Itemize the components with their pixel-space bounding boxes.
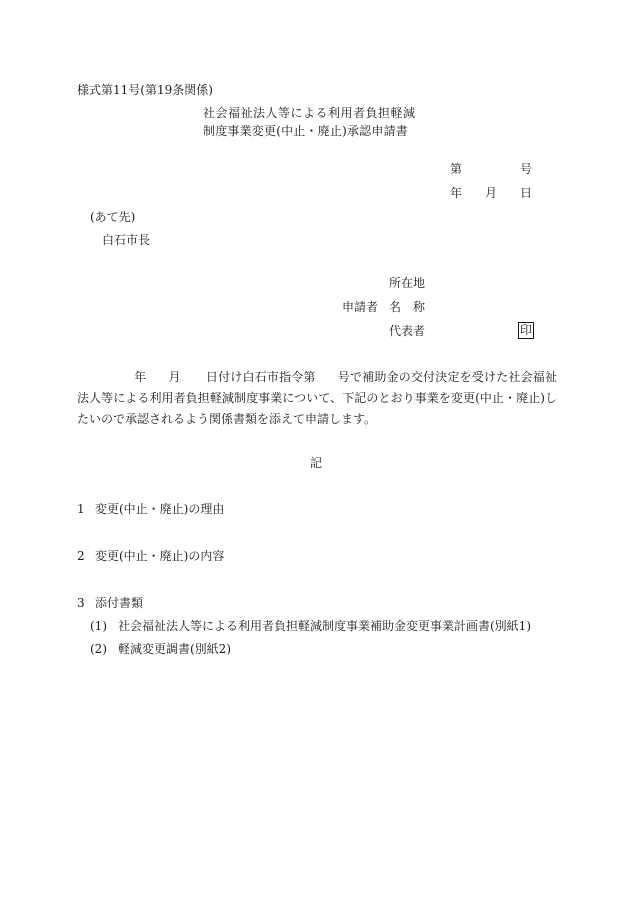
item-2-number: 2 [77, 549, 85, 563]
date-year: 年 [450, 186, 463, 200]
item-1-number: 1 [77, 502, 85, 516]
item-3-number: 3 [77, 596, 85, 610]
doc-number-suffix: 号 [520, 162, 533, 176]
attachment-1-number: (1) [90, 619, 107, 633]
body-year: 年 [134, 370, 147, 384]
attachment-2-number: (2) [90, 642, 107, 656]
representative-label: 代表者 [389, 324, 426, 338]
application-body [77, 367, 557, 430]
body-text: 号で補助金の交付決定を受けた社会福祉法人等による利用者負担軽減制度事業について、下記のとおり事業を変更(中止・廃止)したいので承認されるよう関係書類を添えて申請します。 [77, 370, 557, 426]
applicant-label: 申請者 [342, 300, 379, 314]
form-number: 様式第11号(第19条関係) [77, 83, 213, 97]
ki-heading: 記 [310, 456, 323, 470]
date-day: 日 [520, 186, 533, 200]
seal-mark [518, 322, 534, 339]
attachment-1-label: 社会福祉法人等による利用者負担軽減制度事業補助金変更事業計画書(別紙1) [118, 619, 532, 633]
attachment-2-label: 軽減変更調書(別紙2) [118, 642, 231, 656]
seal-text: 印 [520, 323, 533, 337]
date-month: 月 [485, 186, 498, 200]
recipient-label: (あて先) [90, 210, 136, 224]
body-day-ref: 日付け白石市指令第 [205, 370, 316, 384]
doc-number-prefix: 第 [450, 162, 463, 176]
title-line-1: 社会福祉法人等による利用者負担軽減 [203, 106, 416, 120]
item-2-label: 変更(中止・廃止)の内容 [95, 549, 225, 563]
item-1-label: 変更(中止・廃止)の理由 [95, 502, 225, 516]
recipient-name: 白石市長 [102, 233, 151, 247]
address-label: 所在地 [389, 276, 426, 290]
item-3-label: 添付書類 [95, 596, 144, 610]
name-label: 名 称 [389, 300, 426, 314]
body-month: 月 [168, 370, 181, 384]
title-line-2: 制度事業変更(中止・廃止)承認申請書 [203, 124, 408, 138]
